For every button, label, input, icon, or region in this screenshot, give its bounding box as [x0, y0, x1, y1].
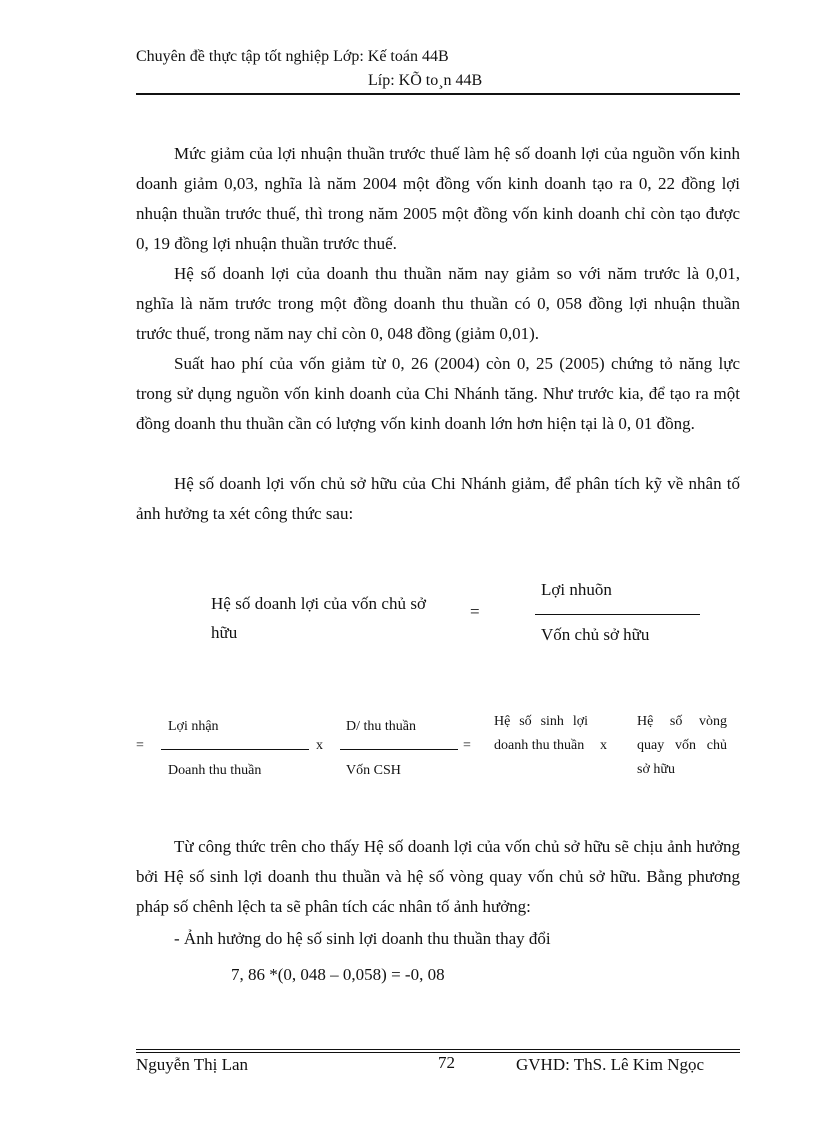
calculation: 7, 86 *(0, 048 – 0,058) = -0, 08: [231, 965, 445, 984]
footer-rule-1: [136, 1049, 740, 1050]
formula2-numerator-1: Lợi nhận: [168, 719, 219, 734]
formula2-times-2: x: [600, 738, 607, 753]
paragraph-3: Suất hao phí của vốn giảm từ 0, 26 (2004) còn 0, 25 (2005) chứng tỏ năng lực trong sử dụng nguồn vốn kinh doanh của Chi Nhánh tăng. Như trước kia, để tạo ra một đồng doanh thu thuần cần có lượng vốn kinh doanh lớn hơn hiện tại là 0, 01 đồng.: [136, 354, 740, 433]
formula1-denominator: Vốn chủ sở hữu: [541, 625, 650, 644]
footer-page-number: 72: [438, 1053, 455, 1072]
paragraph-1: Mức giảm của lợi nhuận thuần trước thuế làm hệ số doanh lợi của nguồn vốn kinh doanh giảm 0,03, nghĩa là năm 2004 một đồng vốn kinh doanh tạo ra 0, 22 đồng lợi nhuận thuần trước thuế, thì trong năm 2005 một đồng vốn kinh doanh chỉ còn tạo được 0, 19 đồng lợi nhuận thuần trước thuế.: [136, 144, 740, 253]
formula2-equals-2: =: [463, 738, 471, 753]
formula1-fraction-line: [535, 614, 700, 615]
formula2-term-4: Hệ số vòng quay vốn chủ sở hữu: [637, 714, 727, 777]
formula2-numerator-2: D/ thu thuần: [346, 719, 416, 734]
formula2-denominator-1: Doanh thu thuần: [168, 763, 262, 778]
bullet-item: - Ảnh hưởng do hệ số sinh lợi doanh thu thuần thay đổi: [174, 929, 551, 948]
footer-author: Nguyễn Thị Lan: [136, 1055, 249, 1074]
paragraph-2: Hệ số doanh lợi của doanh thu thuần năm nay giảm so với năm trước là 0,01, nghĩa là năm trước trong một đồng doanh thu thuần có 0, 058 đồng lợi nhuận thuần trước thuế, trong năm nay chỉ còn 0, 048 đồng (giảm 0,01).: [136, 264, 740, 343]
formula2-equals-1: =: [136, 738, 144, 753]
paragraph-5: Từ công thức trên cho thấy Hệ số doanh lợi của vốn chủ sở hữu sẽ chịu ảnh hưởng bởi Hệ số sinh lợi doanh thu thuần và hệ số vòng quay vốn chủ sở hữu. Bằng phương pháp số chênh lệch ta sẽ phân tích các nhân tố ảnh hưởng:: [136, 837, 740, 916]
formula2-fraction-line-1: [161, 749, 309, 750]
formula2-term-3: Hệ số sinh lợi doanh thu thuần: [494, 714, 588, 753]
formula1-lhs: Hệ số doanh lợi của vốn chủ sở hữu: [211, 594, 426, 642]
formula1-equals: =: [470, 602, 480, 621]
formula2-denominator-2: Vốn CSH: [346, 763, 401, 778]
formula2-times-1: x: [316, 738, 323, 753]
formula1-numerator: Lợi nhuõn: [541, 580, 612, 599]
header-line-1: Chuyên đề thực tập tốt nghiệp Lớp: Kế toán 44B: [136, 48, 449, 65]
formula2-fraction-line-2: [340, 749, 458, 750]
header-rule: [136, 93, 740, 95]
paragraph-4: Hệ số doanh lợi vốn chủ sở hữu của Chi Nhánh giảm, để phân tích kỹ về nhân tố ảnh hưởng ta xét công thức sau:: [136, 474, 740, 523]
header-line-2: Líp: KÕ to¸n 44B: [368, 72, 483, 89]
footer-advisor: GVHD: ThS. Lê Kim Ngọc: [516, 1055, 705, 1074]
